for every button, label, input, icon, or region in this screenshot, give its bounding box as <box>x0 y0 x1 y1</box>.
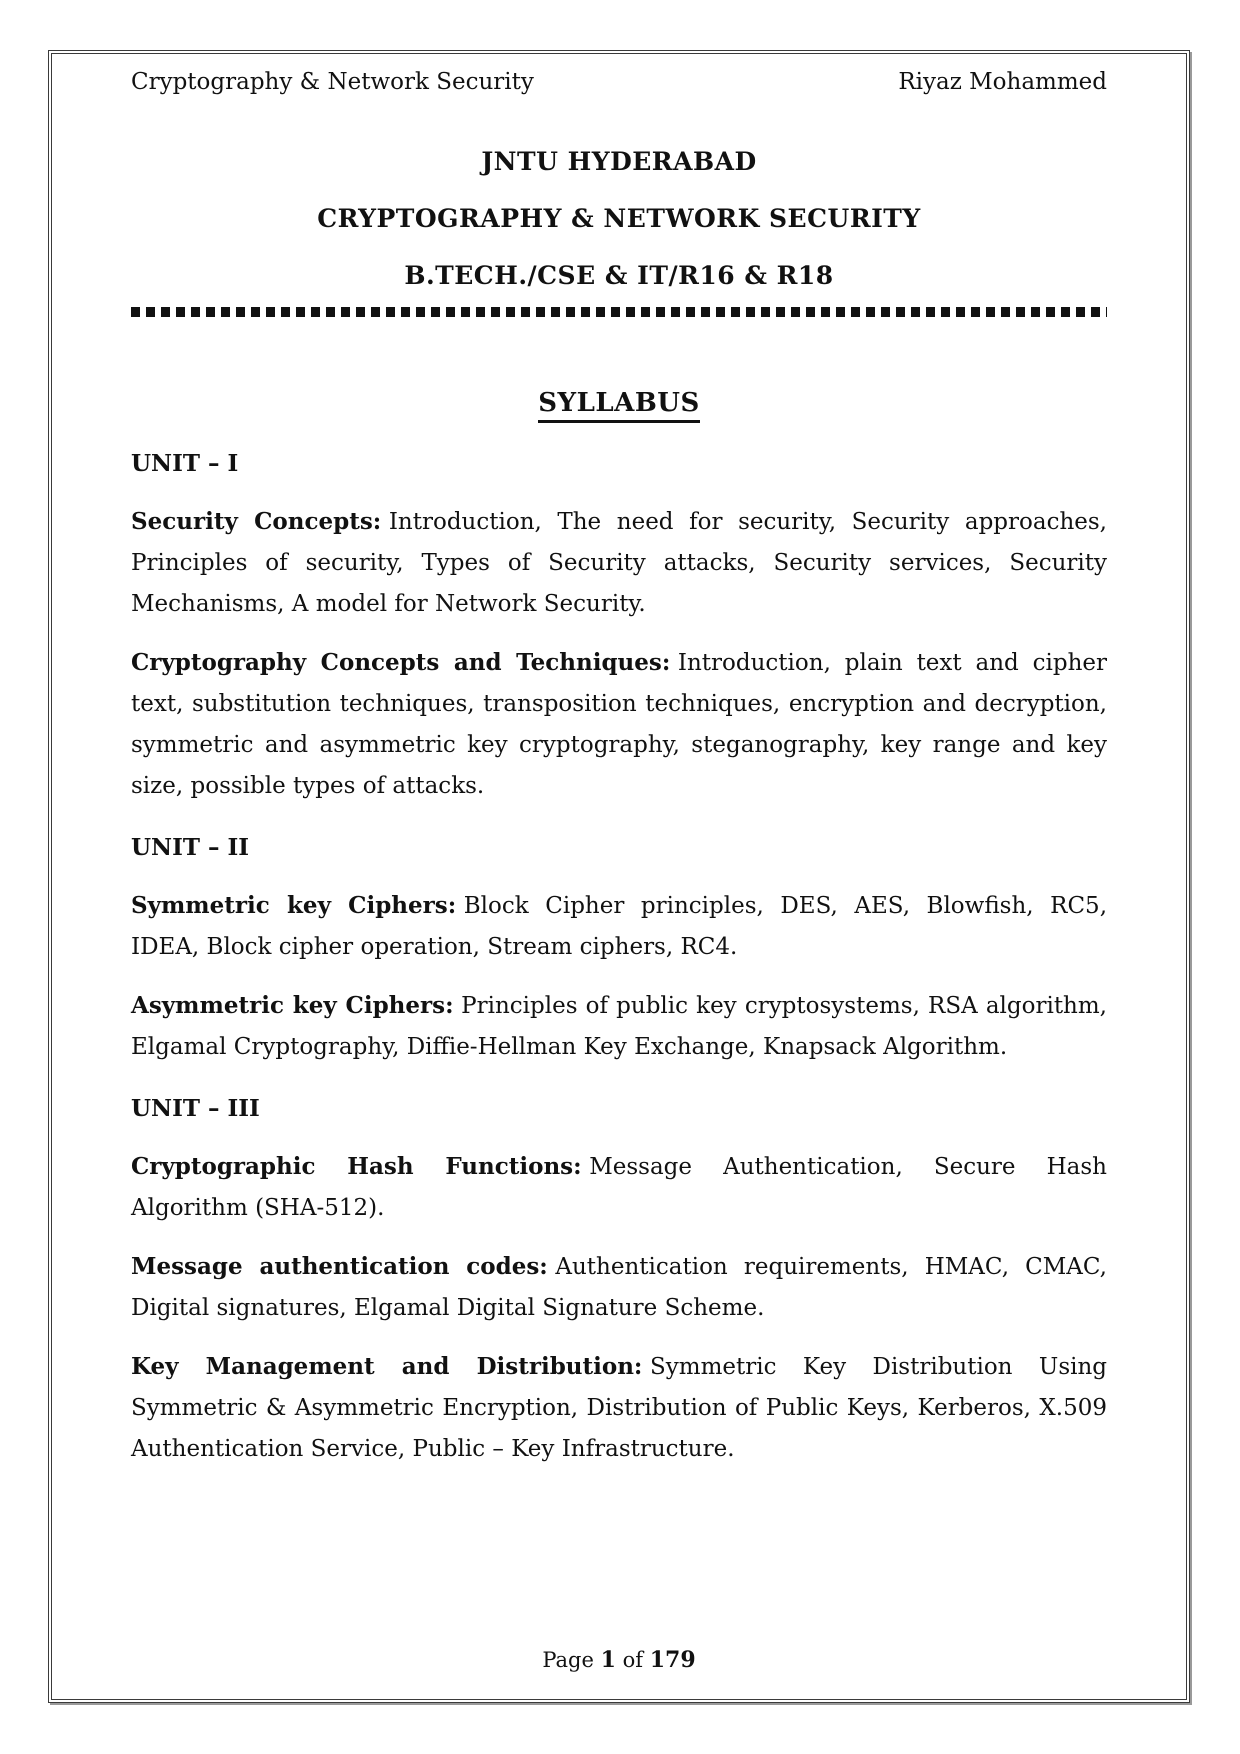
paragraph-text: Introduction, plain text and cipher text, substitution techniques, transposition techniques, encryption and decryption, symmetric and asymmetric key cryptography, steganography, key range and key size, possible types of attacks. <box>131 650 1107 799</box>
dotted-separator-rule <box>131 307 1107 317</box>
unit-3-heading: UNIT – III <box>131 1095 260 1122</box>
page-border-frame <box>48 50 1190 1703</box>
unit-2-heading: UNIT – II <box>131 834 249 861</box>
footer-current-page: 1 <box>600 1647 616 1673</box>
unit-3-paragraph-mac <box>131 1246 1107 1329</box>
unit-2-paragraph-symmetric-ciphers <box>131 885 1107 968</box>
footer-total-pages: 179 <box>649 1647 696 1673</box>
paragraph-text: Authentication requirements, HMAC, CMAC, Digital signatures, Elgamal Digital Signature Scheme. <box>131 1254 1107 1321</box>
footer-of-word: of <box>622 1648 644 1672</box>
title-block <box>131 146 1107 291</box>
paragraph-text: Symmetric Key Distribution Using Symmetric & Asymmetric Encryption, Distribution of Public Keys, Kerberos, X.509 Authentication Service, Public – Key Infrastructure. <box>131 1354 1108 1462</box>
footer-page-word: Page <box>542 1648 594 1672</box>
running-header <box>131 68 1107 96</box>
title-university: JNTU HYDERABAD <box>481 147 757 176</box>
paragraph-label: Security Concepts: <box>131 508 382 535</box>
header-book-title: Cryptography & Network Security <box>131 69 534 95</box>
unit-2-paragraph-asymmetric-ciphers <box>131 985 1107 1068</box>
page-number-footer <box>52 1647 1186 1673</box>
unit-3-paragraph-hash-functions <box>131 1146 1107 1229</box>
paragraph-label: Message authentication codes: <box>131 1253 548 1280</box>
unit-3-paragraph-key-management <box>131 1346 1107 1470</box>
page-content <box>52 68 1186 1713</box>
paragraph-text: Principles of public key cryptosystems, RSA algorithm, Elgamal Cryptography, Diffie-Hellman Key Exchange, Knapsack Algorithm. <box>131 993 1107 1060</box>
syllabus-body <box>131 387 1107 1470</box>
title-subject: CRYPTOGRAPHY & NETWORK SECURITY <box>317 204 921 233</box>
title-course-code: B.TECH./CSE & IT/R16 & R18 <box>404 261 834 290</box>
paragraph-text: Block Cipher principles, DES, AES, Blowfish, RC5, IDEA, Block cipher operation, Stream ciphers, RC4. <box>131 893 1107 960</box>
unit-1-paragraph-cryptography-concepts <box>131 642 1107 807</box>
header-author-name: Riyaz Mohammed <box>898 69 1107 95</box>
syllabus-heading-text: SYLLABUS <box>538 387 700 423</box>
paragraph-text: Message Authentication, Secure Hash Algorithm (SHA-512). <box>131 1154 1107 1221</box>
paragraph-text: Introduction, The need for security, Security approaches, Principles of security, Types of Security attacks, Security services, Security Mechanisms, A model for Network Security. <box>131 509 1107 617</box>
paragraph-label: Cryptography Concepts and Techniques: <box>131 649 671 676</box>
paragraph-label: Key Management and Distribution: <box>131 1353 643 1380</box>
unit-1-paragraph-security-concepts <box>131 501 1107 625</box>
paragraph-label: Cryptographic Hash Functions: <box>131 1153 582 1180</box>
unit-1-heading: UNIT – I <box>131 450 239 477</box>
paragraph-label: Asymmetric key Ciphers: <box>131 992 454 1019</box>
syllabus-heading <box>131 387 1107 423</box>
paragraph-label: Symmetric key Ciphers: <box>131 892 457 919</box>
